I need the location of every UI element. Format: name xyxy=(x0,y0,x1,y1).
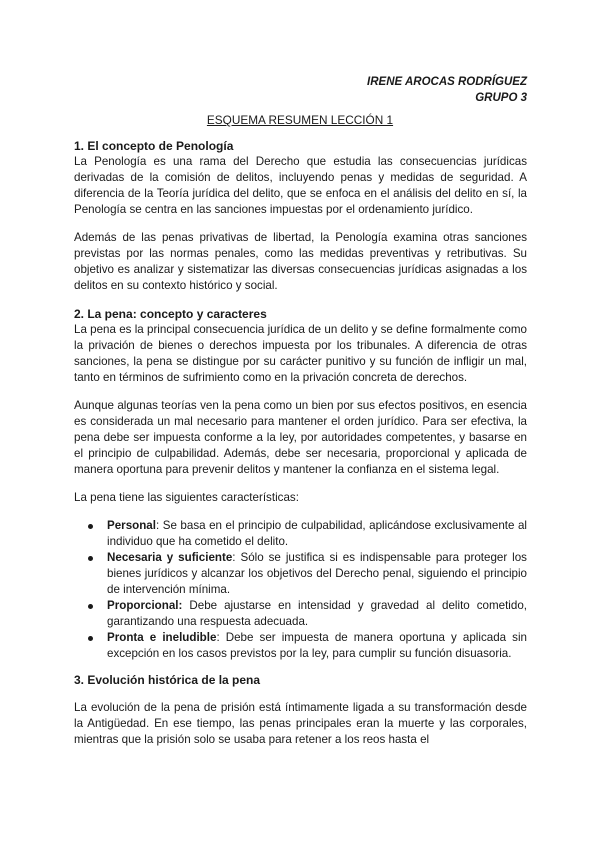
section-heading: 3. Evolución histórica de la pena xyxy=(74,673,261,687)
paragraph: La Penología es una rama del Derecho que estudia las consecuencias jurídicas derivadas de la comisión de delitos, incluyendo penas y medidas de seguridad. A diferencia de la Teoría jurídica del delito, que se enfoca en el análisis del delito en sí, la Penología se centra en las sanciones impuestas por el ordenamiento jurídico. xyxy=(74,155,527,216)
characteristic-text: : Se basa en el principio de culpabilidad, aplicándose exclusivamente al individuo que ha cometido el delito. xyxy=(107,519,527,548)
bullet-icon xyxy=(88,604,93,609)
section-heading: 1. El concepto de Penología xyxy=(74,139,234,153)
paragraph: La evolución de la pena de prisión está íntimamente ligada a su transformación desde la Antigüedad. En ese tiempo, las penas principales eran la muerte y las corporales, mientras que la prisión solo se usaba para retener a los reos hasta el xyxy=(74,701,527,746)
document-title: ESQUEMA RESUMEN LECCIÓN 1 xyxy=(206,113,394,127)
paragraph: La pena es la principal consecuencia jurídica de un delito y se define formalmente como la privación de bienes o derechos impuesta por los tribunales. A diferencia de otras sanciones, la pena se distingue por su carácter punitivo y su función de infligir un mal, tanto en términos de sufrimiento como en la privación concreta de derechos. xyxy=(74,323,527,384)
characteristic-term: Proporcional: xyxy=(107,599,183,612)
list-item xyxy=(74,550,527,598)
paragraph: Aunque algunas teorías ven la pena como un bien por sus efectos positivos, en esencia es considerada un mal necesario para mantener el orden jurídico. Para ser efectiva, la pena debe ser impuesta conforme a la ley, por autoridades competentes, y basarse en el principio de culpabilidad. Además, debe ser necesaria, proporcional y aplicada de manera oportuna para prevenir delitos y mantener la confianza en el sistema legal. xyxy=(74,399,527,476)
author-name: IRENE AROCAS RODRÍGUEZ xyxy=(367,76,527,88)
document-body xyxy=(74,138,527,748)
list-item xyxy=(74,518,527,550)
characteristic-text: : Debe ser impuesta de manera oportuna y aplicada sin excepción en los casos previstos por la ley, para cumplir su función disuasoria. xyxy=(107,631,528,660)
characteristic-text: Debe ajustarse en intensidad y gravedad al delito cometido, garantizando una respuesta adecuada. xyxy=(107,599,527,628)
list-item xyxy=(74,630,527,662)
bullet-icon xyxy=(88,556,93,561)
group-label: GRUPO 3 xyxy=(475,92,527,104)
list-item xyxy=(74,598,527,630)
paragraph: Además de las penas privativas de libertad, la Penología examina otras sanciones previstas por las normas penales, como las medidas preventivas y retributivas. Su objetivo es analizar y sistematizar las diversas consecuencias jurídicas asignadas a los delitos en su contexto histórico y social. xyxy=(74,231,527,292)
characteristic-term: Personal xyxy=(107,519,156,532)
characteristic-term: Pronta e ineludible xyxy=(107,631,217,644)
characteristic-text: : Sólo se justifica si es indispensable para proteger los bienes jurídicos y alcanzar los objetivos del Derecho penal, siguiendo el principio de intervención mínima. xyxy=(107,551,527,596)
paragraph: La pena tiene las siguientes características: xyxy=(74,491,299,504)
bullet-icon xyxy=(88,636,93,641)
characteristic-term: Necesaria y suficiente xyxy=(107,551,233,564)
bullet-icon xyxy=(88,524,93,529)
characteristics-list xyxy=(74,518,527,662)
section-heading: 2. La pena: concepto y caracteres xyxy=(74,307,267,321)
